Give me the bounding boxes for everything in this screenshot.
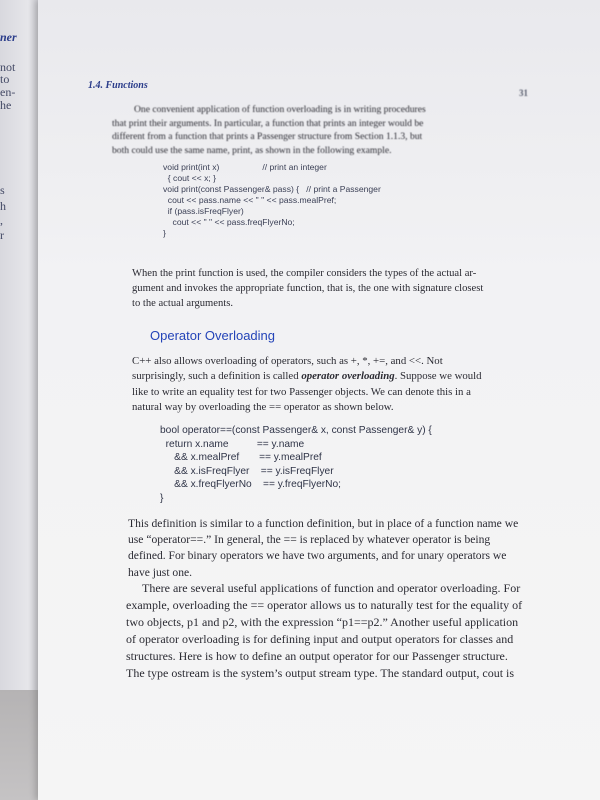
- text-line: to the actual arguments.: [132, 298, 234, 309]
- prev-page-fragment: not: [0, 60, 16, 74]
- text-line: two objects, p1 and p2, with the expression “p1==p2.” Another useful application: [126, 614, 519, 629]
- code-line: if (pass.isFreqFlyer): [163, 206, 244, 216]
- code-line: cout << pass.name << " " << pass.mealPref;: [163, 195, 337, 205]
- text-run: . Suppose we would: [394, 370, 482, 383]
- prev-page-fragment: to: [0, 72, 10, 86]
- section-heading: 1.4. Functions: [88, 80, 148, 91]
- intro-paragraph: [112, 103, 524, 157]
- text-line: When the print function is used, the compiler considers the types of the actual ar-: [132, 268, 477, 279]
- prev-page-fragment: he: [0, 98, 12, 112]
- running-header: [88, 80, 528, 98]
- text-line: [132, 369, 542, 384]
- page-number: 31: [519, 88, 528, 98]
- background-surface: [0, 690, 40, 800]
- text-line: both could use the same name, print, as shown in the following example.: [112, 144, 392, 156]
- text-line: The type ostream is the system’s output stream type. The standard output, cout is: [126, 665, 515, 680]
- code-line: }: [160, 492, 164, 504]
- code-block-print: [163, 162, 381, 239]
- prev-page-fragment: h: [0, 199, 6, 213]
- text-line: use “operator==.” In general, the == is replaced by whatever operator is being: [128, 533, 491, 547]
- text-run: surprisingly, such a definition is called: [132, 370, 302, 383]
- text-line: have just one.: [128, 565, 193, 579]
- text-line: of operator overloading is for defining input and output operators for classes and: [126, 631, 514, 646]
- section-title: Operator Overloading: [150, 328, 276, 343]
- prev-page-fragment: r: [0, 228, 4, 242]
- text-line: This definition is similar to a function definition, but in place of a function name we: [128, 517, 519, 530]
- code-line: return x.name == y.name: [160, 438, 305, 450]
- code-line: && x.freqFlyerNo == y.freqFlyerNo;: [160, 479, 341, 491]
- text-line: gument and invokes the appropriate function, that is, the one with signature closest: [132, 283, 484, 294]
- code-line: && x.isFreqFlyer == y.isFreqFlyer: [160, 465, 334, 477]
- book-page: [38, 0, 600, 800]
- resolve-paragraph: [132, 266, 532, 311]
- code-line: void print(const Passenger& pass) { // print a Passenger: [163, 184, 381, 194]
- code-line: cout << " " << pass.freqFlyerNo;: [163, 217, 295, 227]
- uses-paragraph: [126, 580, 561, 681]
- code-line: && x.mealPref == y.mealPref: [160, 452, 322, 464]
- prev-page-fragment: en-: [0, 85, 16, 99]
- code-line: bool operator==(const Passenger& x, const Passenger& y) {: [160, 425, 432, 436]
- code-line: }: [163, 228, 166, 238]
- prev-page-fragment: ,: [0, 213, 3, 227]
- definition-paragraph: [128, 516, 553, 581]
- text-line: defined. For binary operators we have two arguments, and for unary operators we: [128, 549, 507, 563]
- code-line: void print(int x) // print an integer: [163, 162, 327, 172]
- text-line: example, overloading the == operator allows us to naturally test for the equality of: [126, 597, 523, 612]
- text-line: natural way by overloading the == operator as shown below.: [132, 401, 394, 414]
- code-line: { cout << x; }: [163, 173, 217, 183]
- text-line: C++ also allows overloading of operators, such as +, *, +=, and <<. Not: [132, 355, 443, 367]
- previous-page-edge: [0, 0, 40, 690]
- text-line: different from a function that prints a Passenger structure from Section 1.1.3, but: [112, 131, 423, 142]
- code-block-operator: [160, 424, 432, 506]
- text-line: like to write an equality test for two Passenger objects. We can denote this in a: [132, 385, 471, 398]
- prev-page-fragment: ner: [0, 30, 17, 44]
- text-line: that print their arguments. In particular, a function that prints an integer would be: [112, 117, 424, 129]
- text-line: One convenient application of function overloading is in writing procedures: [134, 104, 426, 115]
- emphasized-term: operator overloading: [301, 370, 395, 383]
- prev-page-fragment: s: [0, 183, 5, 197]
- text-line: There are several useful applications of function and operator overloading. For: [142, 581, 521, 595]
- overload-paragraph: [132, 354, 542, 416]
- text-line: structures. Here is how to define an output operator for our Passenger structure.: [126, 648, 508, 663]
